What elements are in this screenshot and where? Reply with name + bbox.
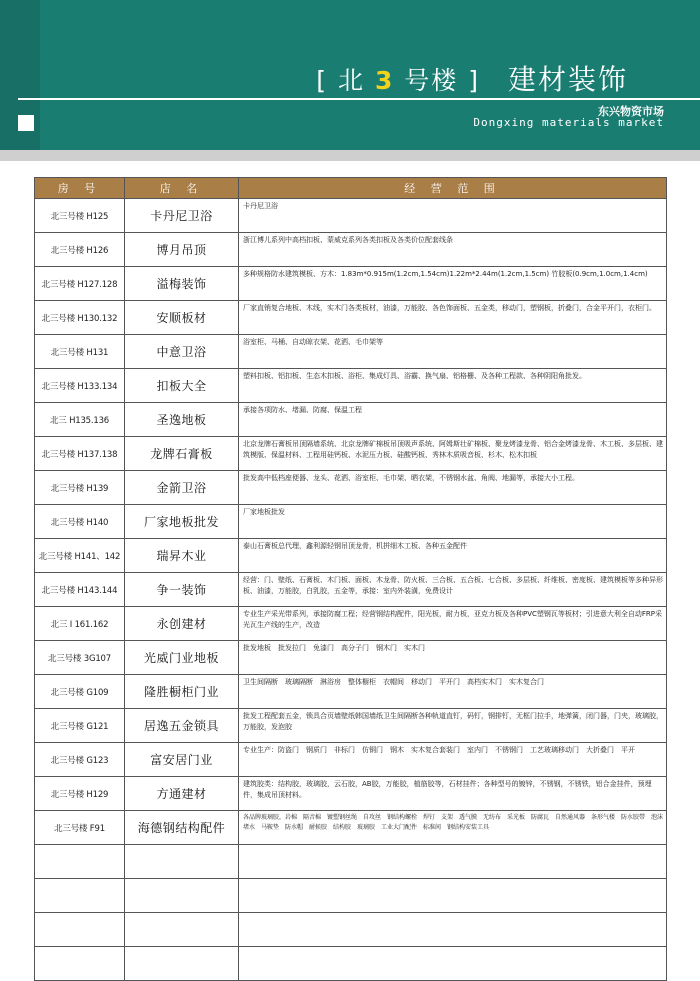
table-row: [35, 879, 667, 913]
room-cell: 北三号楼 H129: [35, 777, 125, 811]
market-name-cn: 东兴物资市场: [598, 105, 664, 118]
business-scope-cell: 批发高中低档座便器、龙头、花洒、浴室柜、毛巾架、晒衣架，不锈钢水盆、角阀、地漏等，承接大小工程。: [239, 471, 667, 505]
directory-table: [34, 177, 667, 981]
table-row: [35, 573, 667, 607]
table-row: [35, 947, 667, 981]
business-scope-cell: 专业生产采光带系列，承接防腐工程；经营钢结构配件，阳光板，耐力板，亚克力板及各种PVC塑钢瓦等板材；引进意大利全自动FRP采光瓦生产线的生产，改造: [239, 607, 667, 641]
shop-name-cell: 博月吊顶: [125, 233, 239, 267]
room-cell: 北三号楼 G121: [35, 709, 125, 743]
business-scope-cell: 厂家直销复合地板、木线，实木门各类板材，油漆，万能胶、各色饰面板、五金类，移动门，塑钢板，折叠门，合金平开门，衣柜门。: [239, 301, 667, 335]
header-divider: [18, 98, 700, 100]
business-scope-cell: 北京龙牌石膏板吊顶隔墙系统、北京龙牌矿棉板吊顶吸声系统、阿姆斯壮矿棉板、聚龙烤漆龙骨、铝合金烤漆龙骨、木工板、多层板、建筑模版、保温材料、工程用硅钙板、水泥压力板、硅酸钙板、秀林木质吸音板、杉木、松木扣板: [239, 437, 667, 471]
shop-name-cell: 富安居门业: [125, 743, 239, 777]
business-scope-cell: 批发地板 批发拉门 免漆门 高分子门 钢木门 实木门: [239, 641, 667, 675]
shop-name-cell: [125, 879, 239, 913]
room-cell: 北三号楼 H126: [35, 233, 125, 267]
table-row: [35, 301, 667, 335]
shop-name-cell: 方通建材: [125, 777, 239, 811]
room-cell: 北三号楼 3G107: [35, 641, 125, 675]
table-row: [35, 539, 667, 573]
table-row: [35, 607, 667, 641]
shop-name-cell: 圣逸地板: [125, 403, 239, 437]
business-scope-cell: 厂家地板批发: [239, 505, 667, 539]
column-header-scope: 经 营 范 围: [239, 178, 667, 199]
business-scope-cell: 经营：门、壁纸、石膏板、木门板、面板、木龙骨、防火板、三合板、五合板、七合板、多层板、纤维板、密度板、建筑模板等多种异形板、油漆，万能胶，白乳胶，五金等，承接：室内外装潢，免费设计: [239, 573, 667, 607]
header-banner: [0, 0, 700, 150]
table-row: [35, 777, 667, 811]
room-cell: 北三号楼 H131: [35, 335, 125, 369]
room-cell: 北三号楼 G123: [35, 743, 125, 777]
room-cell: [35, 913, 125, 947]
shop-name-cell: 隆胜橱柜门业: [125, 675, 239, 709]
business-scope-cell: 各品牌玻璃胶，岩棉 隔音棉 镀塑钢丝绳 自攻丝 钢结构螺栓 焊钉 支架 透气膜 无纺布 采光板 防腐瓦 自然通风器 条形气楼 防水胶带 泡沫堵水 马鞍垫 防水帽 耐候胶 结构胶 玻璃胶 工业大门配件 标准间 钢结构安装工具: [239, 811, 667, 845]
table-row: [35, 437, 667, 471]
table-row: [35, 709, 667, 743]
room-cell: 北三号楼 H141、142: [35, 539, 125, 573]
room-cell: 北三号楼 H139: [35, 471, 125, 505]
title-main: 建材装饰: [507, 63, 628, 96]
table-body: [35, 199, 667, 981]
title-building-number: 3: [374, 66, 395, 95]
table-row: [35, 369, 667, 403]
table-row: [35, 913, 667, 947]
header-square-mark: [18, 115, 34, 131]
table-row: [35, 743, 667, 777]
business-scope-cell: 浴室柜、马桶、自动晾衣架、花洒、毛巾架等: [239, 335, 667, 369]
table-row: [35, 811, 667, 845]
business-scope-cell: [239, 947, 667, 981]
room-cell: 北三 H135.136: [35, 403, 125, 437]
business-scope-cell: 塑料扣板、铝扣板、生态木扣板、浴柜、集成灯具、浴霸、换气扇、铝格栅、及各种工程款、各种阴阳角批发。: [239, 369, 667, 403]
room-cell: 北三号楼 H140: [35, 505, 125, 539]
shop-name-cell: 扣板大全: [125, 369, 239, 403]
shop-name-cell: 争一装饰: [125, 573, 239, 607]
room-cell: 北三号楼 F91: [35, 811, 125, 845]
shop-name-cell: 居逸五金锁具: [125, 709, 239, 743]
room-cell: [35, 947, 125, 981]
market-name-en: Dongxing materials market: [473, 116, 664, 129]
shop-name-cell: 厂家地板批发: [125, 505, 239, 539]
column-header-room: 房 号: [35, 178, 125, 199]
room-cell: 北三号楼 H133.134: [35, 369, 125, 403]
business-scope-cell: [239, 845, 667, 879]
table-row: [35, 233, 667, 267]
shop-name-cell: 永创建材: [125, 607, 239, 641]
room-cell: 北三号楼 H143.144: [35, 573, 125, 607]
room-cell: [35, 845, 125, 879]
business-scope-cell: 泰山石膏板总代理，鑫利源轻钢吊顶龙骨，机拼细木工板、各种五金配件: [239, 539, 667, 573]
business-scope-cell: 批发工程配套五金，锁具合页墙壁纸韩国墙纸卫生间隔断各种轨道直钉，码钉，钢排钉，无框门拉手，地弹簧，闭门器，门夹，玻璃胶，万能胶，发泡胶: [239, 709, 667, 743]
table-row: [35, 471, 667, 505]
table-row: [35, 505, 667, 539]
table-row: [35, 335, 667, 369]
shop-name-cell: [125, 913, 239, 947]
business-scope-cell: 建筑胶类：结构胶，玻璃胶，云石胶，AB胶，万能胶，植筋胶等，石材挂件；各种型号的镀锌，不锈钢，不锈铁，铝合金挂件，预埋件，集成吊顶材料。: [239, 777, 667, 811]
shop-name-cell: [125, 845, 239, 879]
table-row: [35, 641, 667, 675]
shop-name-cell: [125, 947, 239, 981]
shop-name-cell: 安顺板材: [125, 301, 239, 335]
shop-name-cell: 卡丹尼卫浴: [125, 199, 239, 233]
room-cell: 北三号楼 H137.138: [35, 437, 125, 471]
shop-name-cell: 中意卫浴: [125, 335, 239, 369]
business-scope-cell: [239, 879, 667, 913]
title-bracket-close: ]: [468, 66, 481, 95]
page-title: [316, 58, 628, 98]
shop-name-cell: 金箭卫浴: [125, 471, 239, 505]
table-row: [35, 675, 667, 709]
table-row: [35, 199, 667, 233]
column-header-shop: 店 名: [125, 178, 239, 199]
business-scope-cell: [239, 913, 667, 947]
shop-name-cell: 龙牌石膏板: [125, 437, 239, 471]
table-header-row: [35, 178, 667, 199]
business-scope-cell: 专业生产：防盗门 钢质门 非标门 仿铜门 钢木 实木复合套装门 室内门 不锈钢门 工艺玻璃移动门 大折叠门 平开: [239, 743, 667, 777]
room-cell: 北三号楼 H130.132: [35, 301, 125, 335]
directory-table-wrapper: [34, 177, 666, 981]
room-cell: 北三 I 161.162: [35, 607, 125, 641]
title-bracket-open: [: [316, 66, 329, 95]
room-cell: [35, 879, 125, 913]
header-stripe: [0, 150, 700, 161]
business-scope-cell: 卡丹尼卫浴: [239, 199, 667, 233]
business-scope-cell: 浙江博儿系列中高档扣板、蒙威克系列各类扣板及各类价位配套线条: [239, 233, 667, 267]
shop-name-cell: 海德钢结构配件: [125, 811, 239, 845]
room-cell: 北三号楼 H125: [35, 199, 125, 233]
business-scope-cell: 多种规格防水建筑模板、方木：1.83m*0.915m(1.2cm,1.54cm)1.22m*2.44m(1.2cm,1.5cm) 竹胶板(0.9cm,1.0cm,1.4cm): [239, 267, 667, 301]
table-row: [35, 845, 667, 879]
shop-name-cell: 光威门业地板: [125, 641, 239, 675]
table-row: [35, 403, 667, 437]
room-cell: 北三号楼 H127.128: [35, 267, 125, 301]
table-row: [35, 267, 667, 301]
shop-name-cell: 溢梅装饰: [125, 267, 239, 301]
business-scope-cell: 承接各项防水、堵漏、防腐、保温工程: [239, 403, 667, 437]
title-suffix: 号楼: [404, 66, 459, 95]
room-cell: 北三号楼 G109: [35, 675, 125, 709]
business-scope-cell: 卫生间隔断 玻璃隔断 淋浴房 整体橱柜 衣帽间 移动门 平开门 高档实木门 实木复合门: [239, 675, 667, 709]
title-prefix: 北: [337, 66, 365, 95]
shop-name-cell: 瑞昇木业: [125, 539, 239, 573]
